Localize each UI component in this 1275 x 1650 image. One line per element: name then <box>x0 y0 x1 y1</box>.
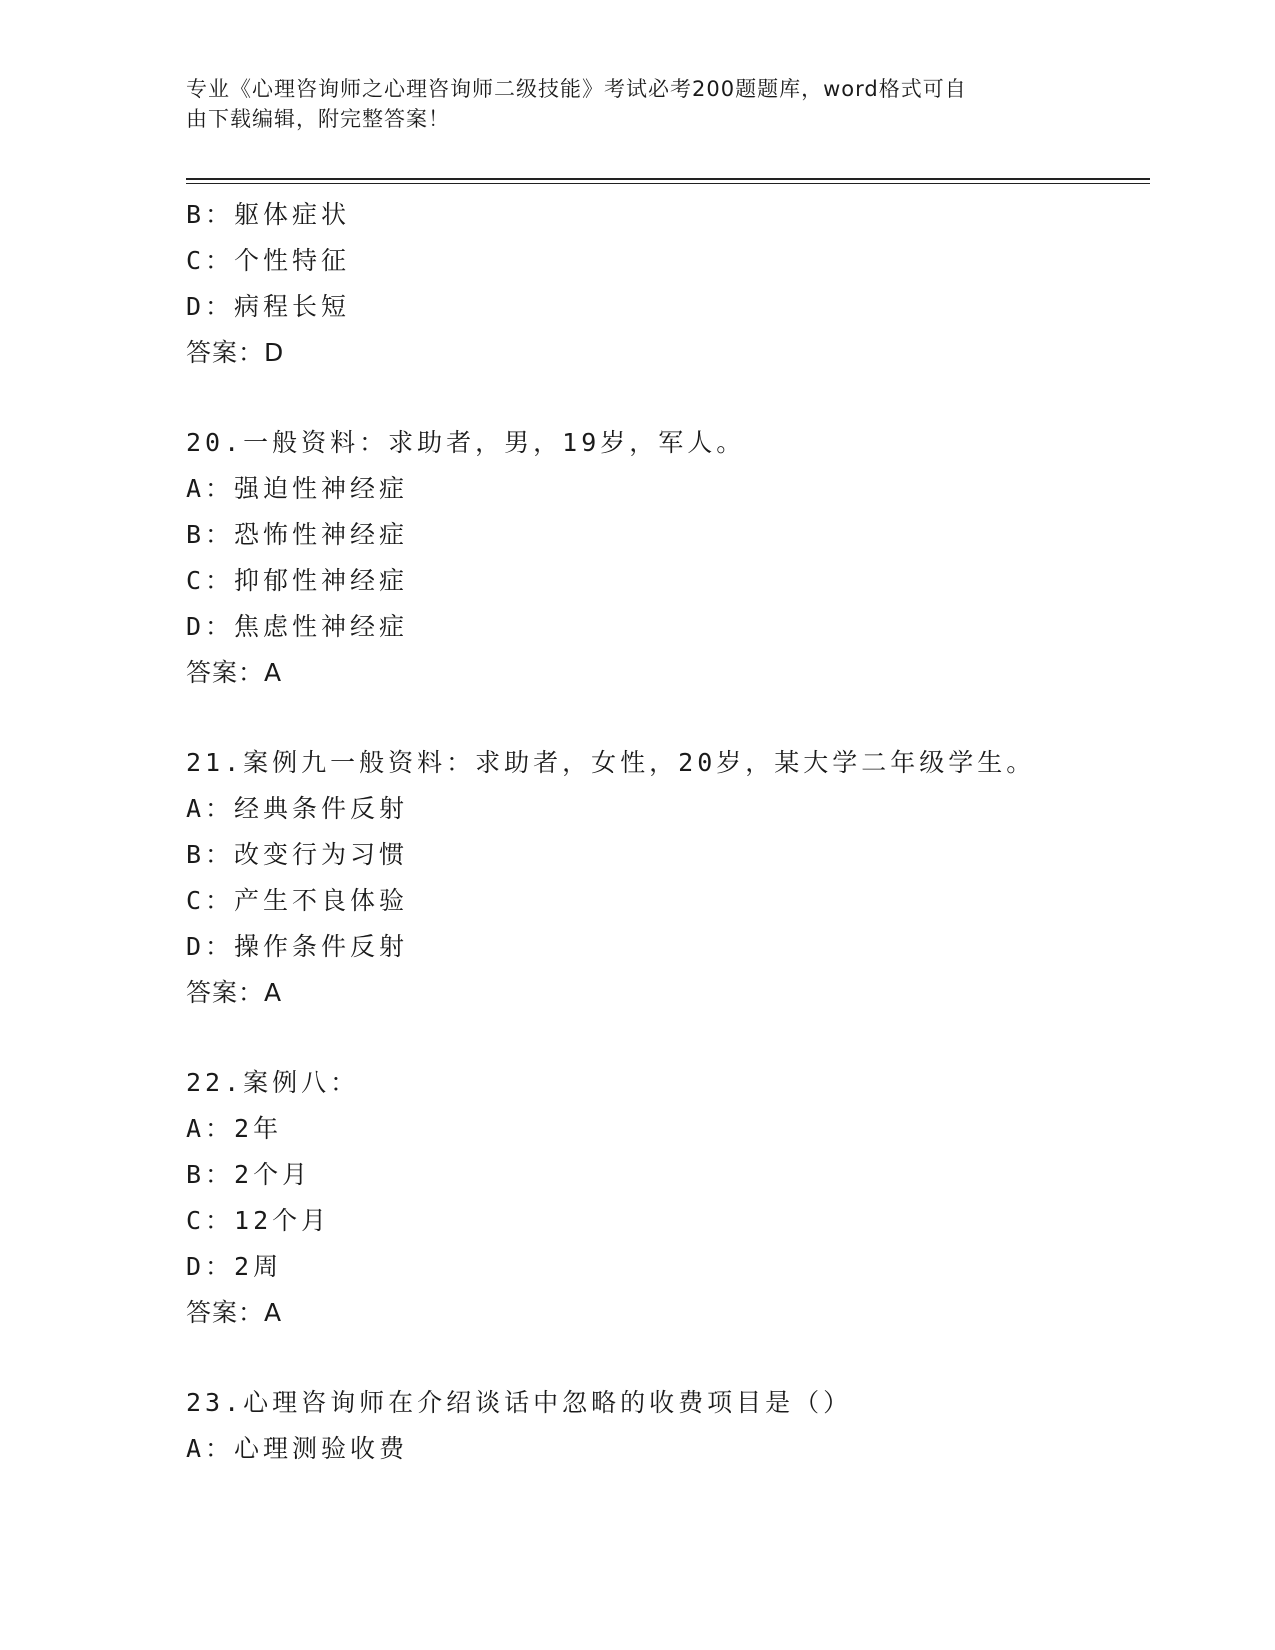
question-block-22 <box>186 1060 1126 1336</box>
spacer <box>186 1336 1126 1380</box>
option-a: A：经典条件反射 <box>186 794 409 823</box>
answer-line: 答案：D <box>186 338 285 367</box>
option-c: C：抑郁性神经症 <box>186 566 409 595</box>
option-b: B：恐怖性神经症 <box>186 520 409 549</box>
option-b: B：躯体症状 <box>186 200 351 229</box>
option-c: C：产生不良体验 <box>186 886 409 915</box>
spacer <box>186 1016 1126 1060</box>
header-rule-thin <box>186 183 1150 184</box>
header-rule-thick <box>186 178 1150 180</box>
option-d: D：操作条件反射 <box>186 932 409 961</box>
option-b: B：2个月 <box>186 1160 312 1189</box>
option-d: D：病程长短 <box>186 292 351 321</box>
question-list <box>186 192 1126 1472</box>
option-c: C：个性特征 <box>186 246 351 275</box>
answer-line: 答案：A <box>186 978 283 1007</box>
option-c: C：12个月 <box>186 1206 331 1235</box>
option-a: A：心理测验收费 <box>186 1434 409 1463</box>
spacer <box>186 696 1126 740</box>
option-b: B：改变行为习惯 <box>186 840 409 869</box>
question-stem: 23.心理咨询师在介绍谈话中忽略的收费项目是（） <box>186 1388 853 1417</box>
question-stem: 21.案例九一般资料：求助者，女性，20岁，某大学二年级学生。 <box>186 748 1036 777</box>
question-stem: 20.一般资料：求助者，男，19岁，军人。 <box>186 428 746 457</box>
header-line-2: 由下载编辑，附完整答案！ <box>186 107 450 131</box>
spacer <box>186 376 1126 420</box>
option-d: D：2周 <box>186 1252 283 1281</box>
option-d: D：焦虑性神经症 <box>186 612 409 641</box>
question-block-19 <box>186 192 1126 376</box>
header-line-1: 专业《心理咨询师之心理咨询师二级技能》考试必考200题题库，word格式可自 <box>186 77 967 101</box>
question-block-23 <box>186 1380 1126 1472</box>
option-a: A：2年 <box>186 1114 283 1143</box>
answer-line: 答案：A <box>186 658 283 687</box>
document-header <box>186 74 1066 134</box>
answer-line: 答案：A <box>186 1298 283 1327</box>
question-block-20 <box>186 420 1126 696</box>
question-block-21 <box>186 740 1126 1016</box>
option-a: A：强迫性神经症 <box>186 474 409 503</box>
question-stem: 22.案例八： <box>186 1068 360 1097</box>
